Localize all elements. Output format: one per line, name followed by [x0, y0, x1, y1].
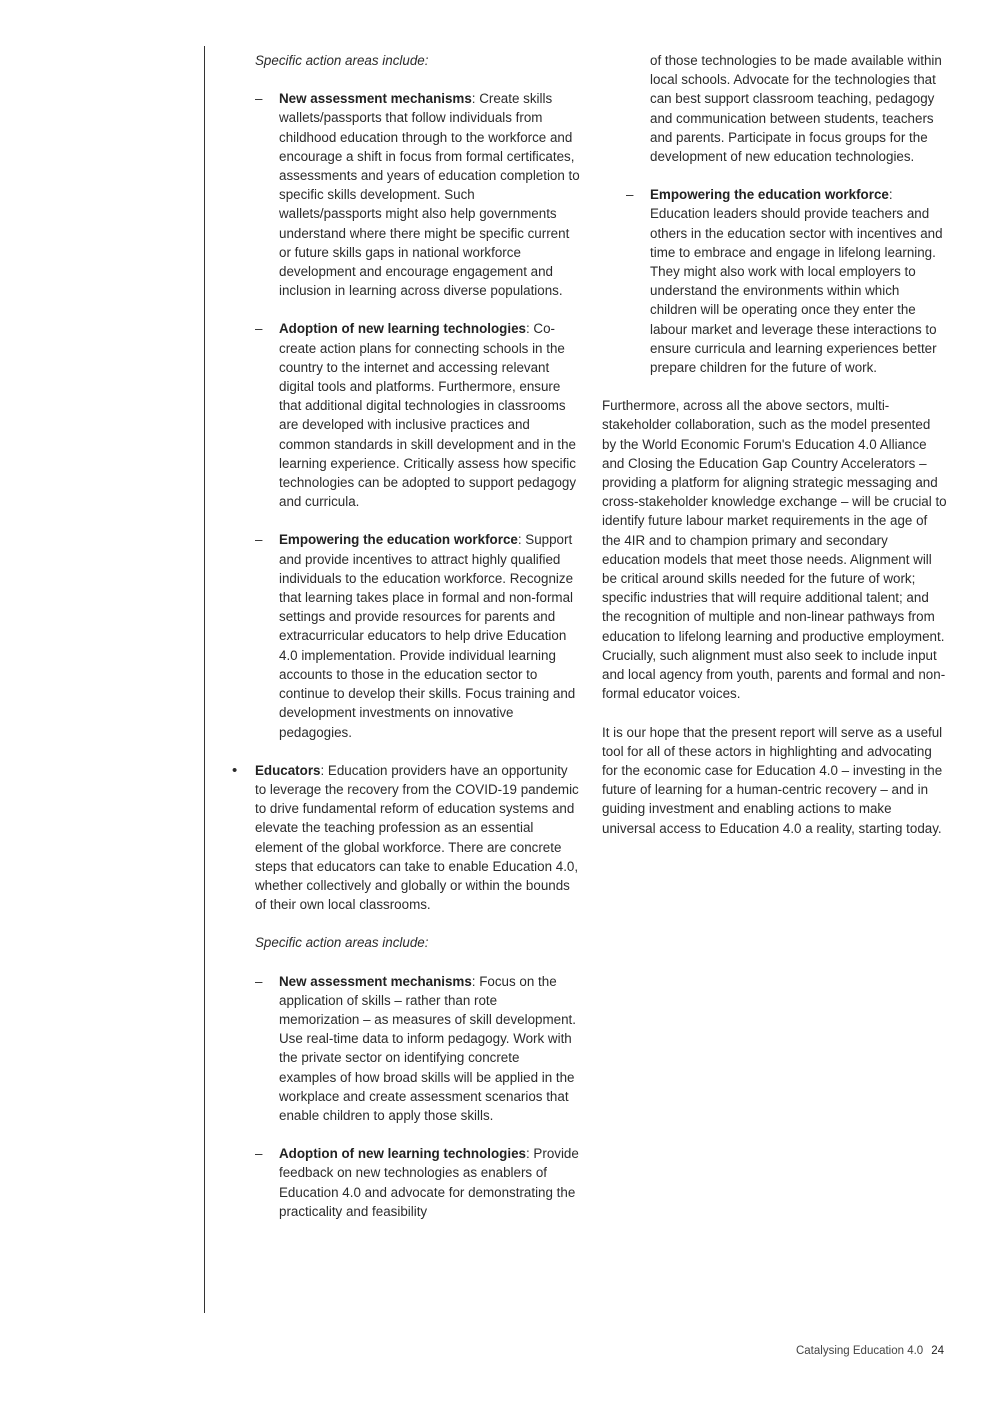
item-text	[279, 972, 580, 1126]
right-column	[602, 51, 948, 857]
list-item	[230, 972, 580, 1126]
dash-marker: –	[255, 321, 263, 337]
item-title: Adoption of new learning technologies	[279, 321, 526, 337]
list-item	[602, 185, 948, 377]
item-title: Educators	[255, 762, 321, 778]
item-body: : Focus on the application of skills – rather than rote memorization – as measures of skill development. Use real-time data to inform pedagogy. Work with the private sector on identifying concrete examples of how broad skills will be applied in the workplace and create assessment scenarios that enable children to apply those skills.	[279, 973, 576, 1123]
item-body: : Education leaders should provide teachers and others in the education sector with incentives and time to embrace and engage in lifelong learning. They might also work with local employers to understand the environments within which children will be operating once they enter the labour market and leverage these interactions to ensure curricula and learning experiences better prepare children for the future of work.	[650, 187, 943, 376]
bullet-item-educators	[230, 761, 580, 915]
item-body: : Co-create action plans for connecting schools in the country to the internet and accessing relevant digital tools and platforms. Furthermore, ensure that additional digital technologies in classrooms are developed with inclusive practices and common standards in skill development and in the learning experience. Critically assess how specific technologies can be adopted to support pedagogy and curricula.	[279, 321, 577, 510]
item-text	[255, 761, 580, 915]
left-column	[230, 51, 580, 1240]
item-title: New assessment mechanisms	[279, 91, 472, 107]
item-body: : Provide feedback on new technologies as enablers of Education 4.0 and advocate for demonstrating the practicality and feasibility	[279, 1146, 579, 1219]
item-text	[650, 185, 948, 377]
item-text	[279, 530, 580, 741]
page-footer	[796, 1342, 944, 1361]
action-areas-intro: Specific action areas include:	[255, 935, 429, 951]
margin-rule	[204, 46, 205, 1313]
dash-marker: –	[626, 187, 634, 203]
report-title: Catalysing Education 4.0	[795, 1345, 924, 1357]
page-number: 24	[931, 1345, 944, 1357]
body-paragraph: It is our hope that the present report will serve as a useful tool for all of these actors in highlighting and advocating for the economic case for Education 4.0 – investing in the future of learning for a human-centric recovery – and in guiding investment and enabling actions to make universal access to Education 4.0 a reality, starting today.	[602, 724, 943, 836]
continued-item-text: of those technologies to be made available within local schools. Advocate for the technologies that can best support classroom teaching, pedagogy and communication between students, teachers and parents. Participate in focus groups for the development of new education technologies.	[650, 53, 942, 165]
dash-marker: –	[255, 532, 263, 548]
item-body: : Education providers have an opportunity to leverage the recovery from the COVID-19 pandemic to drive fundamental reform of education systems and elevate the teaching profession as an essential element of the global workforce. There are concrete steps that educators can take to enable Education 4.0, whether collectively and globally or within the bounds of their own local classrooms.	[255, 762, 579, 913]
item-text	[279, 89, 580, 300]
item-body: : Support and provide incentives to attract highly qualified individuals to the education workforce. Recognize that learning takes place in formal and non-formal settings and provide resources for parents and extracurricular educators to help drive Education 4.0 implementation. Provide individual learning accounts to those in the education sector to continue to develop their skills. Focus training and development investments on innovative pedagogies.	[279, 532, 576, 740]
item-body: : Create skills wallets/passports that follow individuals from childhood education through to the workforce and encourage a shift in focus from formal certificates, assessments and years of education completion to specific skills development. Such wallets/passports might also help governments understand where there might be specific current or future skills gaps in national workforce development and encourage engagement and inclusion in learning across diverse populations.	[279, 91, 580, 299]
action-areas-intro: Specific action areas include:	[255, 53, 429, 68]
dash-marker: –	[255, 1146, 263, 1162]
dash-marker: –	[255, 973, 263, 989]
list-item	[230, 319, 580, 511]
item-title: Empowering the education workforce	[279, 532, 518, 548]
dash-marker: –	[255, 91, 263, 107]
list-item	[230, 89, 580, 300]
item-title: New assessment mechanisms	[279, 973, 472, 989]
list-item	[230, 530, 580, 741]
item-text	[279, 319, 580, 511]
body-paragraph: Furthermore, across all the above sectors, multi-stakeholder collaboration, such as the model presented by the World Economic Forum's Education 4.0 Alliance and Closing the Education Gap Country Accelerators – providing a platform for aligning strategic messaging and cross-stakeholder knowledge exchange – will be crucial to identify future labour market requirements in the age of the 4IR and to champion primary and secondary education models that meet those needs. Alignment will be critical around skills needed for the future of work; specific industries that will require additional talent; and the recognition of multiple and non-linear pathways from education to lifelong learning and productive employment. Crucially, such alignment must also seek to include input and local agency from youth, parents and formal and non-formal educator voices.	[602, 398, 947, 702]
item-title: Adoption of new learning technologies	[279, 1146, 526, 1162]
item-title: Empowering the education workforce	[650, 187, 889, 203]
list-item	[230, 1144, 580, 1221]
bullet-marker: •	[232, 761, 238, 779]
item-text	[279, 1144, 580, 1221]
